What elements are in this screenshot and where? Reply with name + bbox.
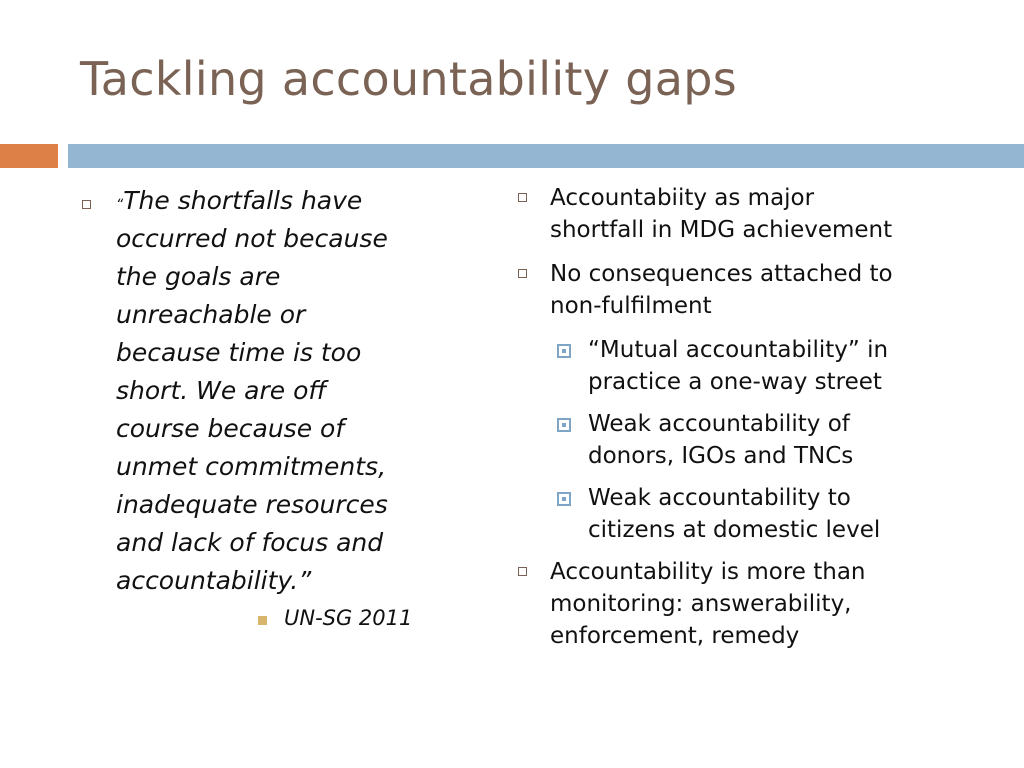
square-bullet-icon <box>82 200 91 209</box>
framed-square-bullet-icon <box>557 492 571 506</box>
square-bullet-icon <box>518 269 527 278</box>
quote-line: inadequate resources <box>116 490 388 519</box>
bullet-line: donors, IGOs and TNCs <box>588 443 854 469</box>
bullet-item <box>516 258 996 322</box>
accent-bar-orange <box>0 144 58 168</box>
accent-bar-blue <box>68 144 1024 168</box>
quote-open-mark: “ <box>116 197 124 213</box>
bullet-line: practice a one-way street <box>588 369 882 395</box>
quote-line: The shortfalls have <box>123 186 363 215</box>
quote-text <box>116 182 470 600</box>
quote-line: occurred not because <box>116 224 388 253</box>
bullet-line: Weak accountability of <box>588 411 850 437</box>
framed-square-bullet-icon <box>557 418 571 432</box>
bullet-item <box>516 556 996 652</box>
bullet-item <box>516 182 996 246</box>
quote-line: because time is too <box>116 338 362 367</box>
bullet-line: non-fulfilment <box>550 293 712 319</box>
bullet-line: Weak accountability to <box>588 485 851 511</box>
quote-line: and lack of focus and <box>116 528 384 557</box>
bullet-line: “Mutual accountability” in <box>588 337 889 363</box>
bullet-line: Accountabiity as major <box>550 185 815 211</box>
quote-line: unmet commitments, <box>116 452 387 481</box>
square-bullet-icon <box>518 567 527 576</box>
quote-line: accountability.” <box>116 566 312 595</box>
right-column <box>516 182 996 664</box>
quote-line: course because of <box>116 414 345 443</box>
sub-bullet-item <box>516 408 996 472</box>
quote-item <box>80 182 470 600</box>
bullet-line: monitoring: answerability, <box>550 591 852 617</box>
quote-line: short. We are off <box>116 376 327 405</box>
bullet-line: No consequences attached to <box>550 261 893 287</box>
quote-line: unreachable or <box>116 300 306 329</box>
bullet-line: citizens at domestic level <box>588 517 881 543</box>
quote-source: UN-SG 2011 <box>284 606 413 630</box>
filled-square-bullet-icon <box>258 616 267 625</box>
bullet-line: enforcement, remedy <box>550 623 800 649</box>
quote-line: the goals are <box>116 262 281 291</box>
quote-source-item <box>80 606 470 630</box>
sub-bullet-item <box>516 334 996 398</box>
bullet-line: Accountability is more than <box>550 559 866 585</box>
sub-bullet-item <box>516 482 996 546</box>
slide-title: Tackling accountability gaps <box>80 52 737 106</box>
bullet-line: shortfall in MDG achievement <box>550 217 893 243</box>
square-bullet-icon <box>518 193 527 202</box>
left-column <box>80 182 470 630</box>
framed-square-bullet-icon <box>557 344 571 358</box>
